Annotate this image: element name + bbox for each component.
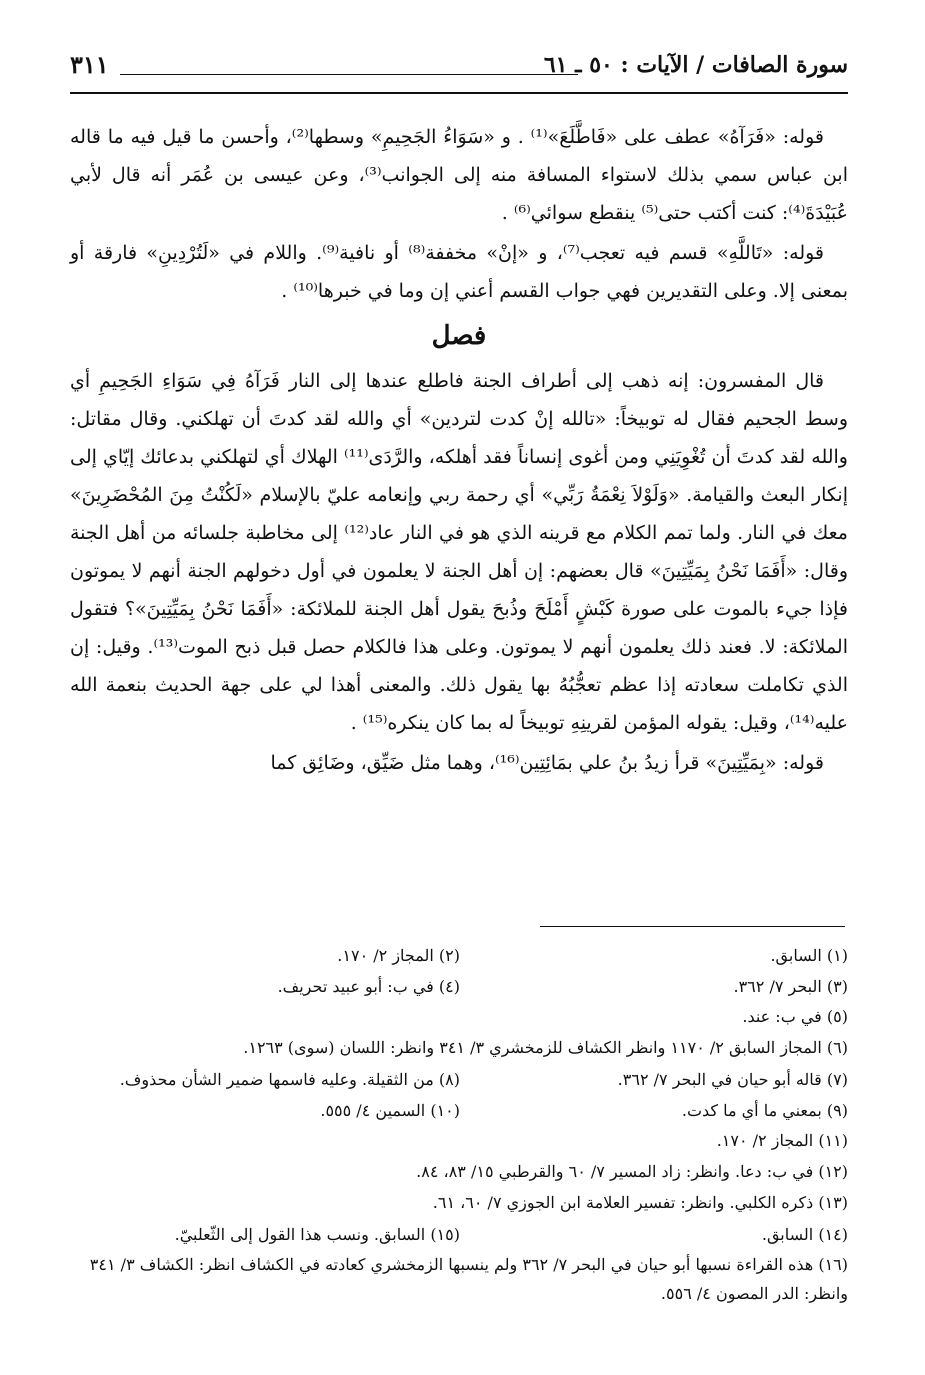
footnote-row [72,1219,848,1250]
footnote-row [72,971,848,1002]
footnote-7: (٧) قاله أبو حيان في البحر ٧/ ٣٦٢. [617,1070,848,1089]
paragraph-2: قوله: «تَاللَّهِ» قسم فيه تعجب⁽⁷⁾، و «إنْ» مخففة⁽⁸⁾ أو نافية⁽⁹⁾. واللام في «لَتُرْدِينِ» فارقة أو بمعنى إلا. وعلى التقديرين فهي جواب القسم أعني إن وما في خبرها⁽¹⁰⁾ . [70,242,848,302]
footnote-13: (١٣) ذكره الكلبي. وانظر: تفسير العلامة ابن الجوزي ٧/ ٦٠، ٦١. [432,1193,848,1212]
footnote-row [72,1126,848,1157]
footnote-row [72,1064,848,1095]
footnote-row [72,1157,848,1188]
running-title: سورة الصافات / الآيات : ٥٠ ـ ٦١ [543,52,848,78]
footnote-row [72,1250,848,1312]
page-header [70,44,848,84]
footnote-14: (١٤) السابق. [761,1225,848,1244]
footnote-row [72,1095,848,1126]
header-rule [70,92,848,94]
footnote-6: (٦) المجاز السابق ٢/ ١١٧٠ وانظر الكشاف للزمخشري ٣/ ٣٤١ وانظر: اللسان (سوى) ١٢٦٣. [243,1038,848,1057]
footnote-10: (١٠) السمين ٤/ ٥٥٥. [320,1101,460,1120]
footnote-row [72,1002,848,1033]
footnotes [72,940,848,1312]
footnote-row [72,1033,848,1064]
footnote-5: (٥) في ب: عند. [742,1007,848,1026]
footnote-row [72,1188,848,1219]
header-line [120,74,578,75]
footnote-2: (٢) المجاز ٢/ ١٧٠. [337,946,460,965]
footnote-9: (٩) بمعني ما أي ما كدت. [681,1101,848,1120]
footnote-3: (٣) البحر ٧/ ٣٦٢. [733,977,848,996]
footnote-12: (١٢) في ب: دعا. وانظر: زاد المسير ٧/ ٦٠ والقرطبي ١٥/ ٨٣، ٨٤. [416,1162,848,1181]
section-heading: فصل [431,321,487,351]
paragraph-1: قوله: «فَرَآهُ» عطف على «فَاطَّلَعَ»⁽¹⁾ . و «سَوَاءُ الجَحِيمِ» وسطها⁽²⁾، وأحسن ما قيل فيه ما قاله ابن عباس سمي بذلك لاستواء المسافة منه إلى الجوانب⁽³⁾، وعن عيسى بن عُمَر أنه قال لأبي عُبَيْدَةَ⁽⁴⁾: كنت أكتب حتى⁽⁵⁾ ينقطع سوائي⁽⁶⁾ . [70,126,848,224]
paragraph-4: قوله: «بِمَيِّتِينَ» قرأ زيدُ بنُ علي بمَائِتِين⁽¹⁶⁾، وهما مثل ضَيِّق، وضَائِق كما [270,752,824,774]
paragraph-3: قال المفسرون: إنه ذهب إلى أطراف الجنة فاطلع عندها إلى النار فَرَآهُ فِي سَوَاءِ الجَحِيمِ أي وسط الجحيم فقال له توبيخاً: «تالله إنْ كدت لتردين» أي والله لقد كدتَ أن تهلكني. وقال مقاتل: والله لقد كدتَ أن تُغْوِيَنِي ومن أغوى إنساناً فقد أهلكه، والرَّدَى⁽¹¹⁾ الهلاك أي لتهلكني بدعائك إيّاي إلى إنكار البعث والقيامة. «وَلَوْلاَ نِعْمَةُ رَبِّي» أي رحمة ربي وإنعامه عليّ بالإسلام «لَكُنْتُ مِنَ المُحْضَرِينَ» معك في النار. ولما تمم الكلام مع قرينه الذي هو في النار عاد⁽¹²⁾ إلى مخاطبة جلسائه من أهل الجنة وقال: «أَفَمَا نَحْنُ بِمَيِّتِينَ» قال بعضهم: إن أهل الجنة لا يعلمون في أول دخولهم الجنة أنهم لا يموتون فإذا جيء بالموت على صورة كَبْشٍ أَمْلَحَ وذُبحَ يقول أهل الجنة للملائكة: «أَفَمَا نَحْنُ بِمَيِّتِينَ»؟ فتقول الملائكة: لا. فعند ذلك يعلمون أنهم لا يموتون. وعلى هذا فالكلام حصل قبل ذبح الموت⁽¹³⁾. وقيل: إن الذي تكاملت سعادته إذا عظم تعجُّبُهُ بها يقول ذلك. والمعنى أهذا لي على جهة الحديث بنعمة الله عليه⁽¹⁴⁾، وقيل: يقوله المؤمن لقرينِهِ توبيخاً له بما كان ينكره⁽¹⁵⁾ . [70,370,848,734]
footnote-row [72,940,848,971]
footnote-1: (١) السابق. [770,946,848,965]
footnote-15: (١٥) السابق. ونسب هذا القول إلى الثّعلبيّ. [174,1225,460,1244]
footnote-4: (٤) في ب: أبو عبيد تحريف. [277,977,460,996]
footnote-8: (٨) من الثقيلة. وعليه فاسمها ضمير الشأن محذوف. [119,1070,460,1089]
main-text [70,118,848,784]
footnote-separator [540,926,845,927]
footnote-11: (١١) المجاز ٢/ ١٧٠. [716,1131,848,1150]
footnote-16: (١٦) هذه القراءة نسبها أبو حيان في البحر ٧/ ٣٦٢ ولم ينسبها الزمخشري كعادته في الكشاف انظر: الكشاف ٣/ ٣٤١ وانظر: الدر المصون ٤/ ٥٥٦. [89,1255,848,1303]
page-number: ٣١١ [70,50,109,79]
